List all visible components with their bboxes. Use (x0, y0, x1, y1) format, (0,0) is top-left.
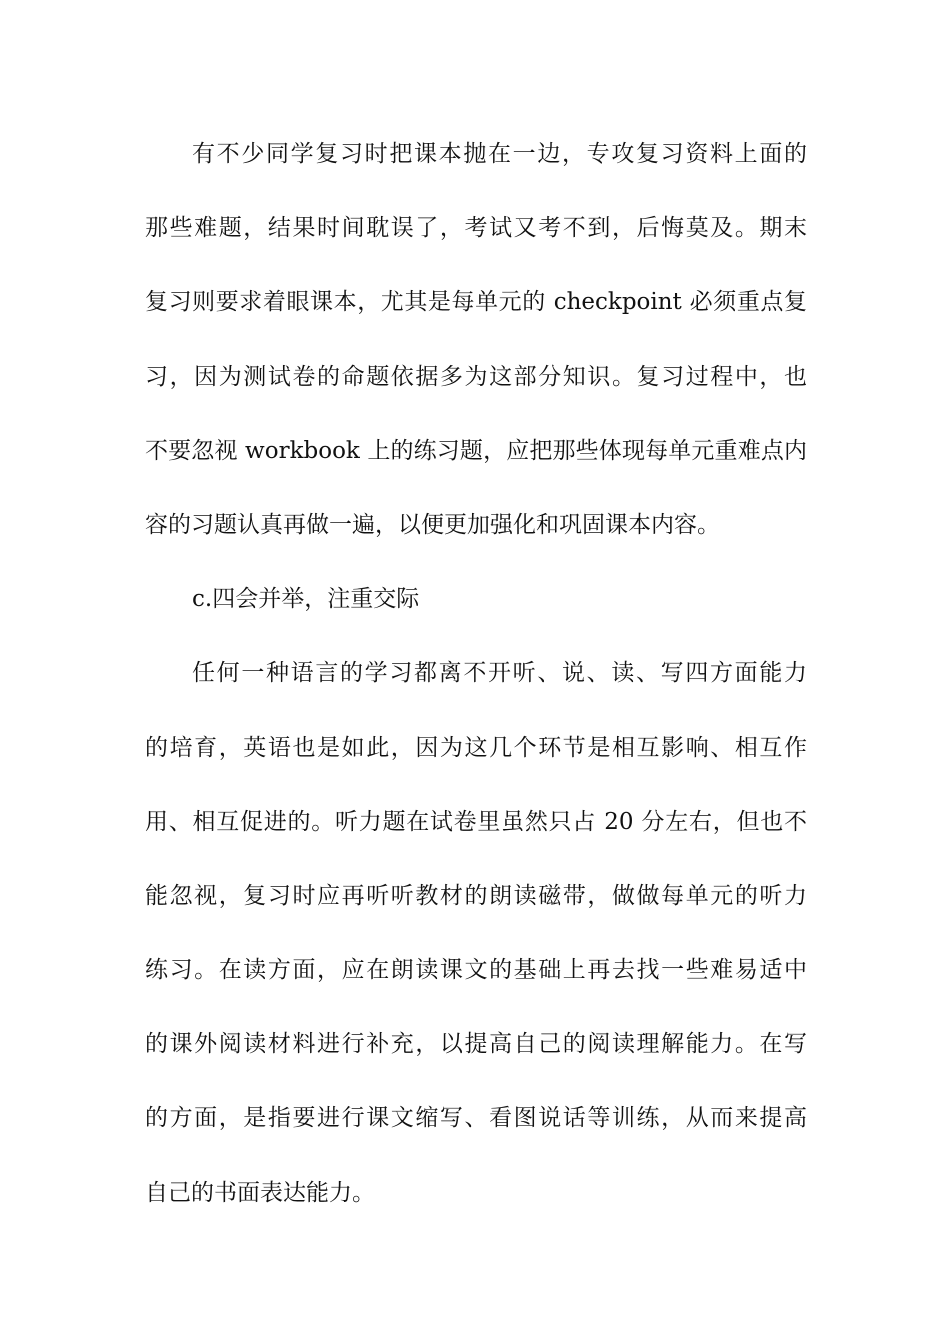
paragraph-line: 那些难题，结果时间耽误了，考试又考不到，后悔莫及。期末 (145, 215, 807, 242)
paragraph-line: 的培育，英语也是如此，因为这几个环节是相互影响、相互作 (145, 734, 807, 761)
paragraph-line: 用、相互促进的。听力题在试卷里虽然只占 20 分左右，但也不 (145, 808, 807, 835)
paragraph-line: 自己的书面表达能力。 (145, 1179, 375, 1206)
paragraph-line: 能忽视，复习时应再听听教材的朗读磁带，做做每单元的听力 (145, 882, 807, 909)
paragraph-line: 有不少同学复习时把课本抛在一边，专攻复习资料上面的 (192, 141, 807, 167)
paragraph-line: 的课外阅读材料进行补充，以提高自己的阅读理解能力。在写 (145, 1031, 807, 1058)
paragraph-line: 容的习题认真再做一遍，以便更加强化和巩固课本内容。 (145, 511, 720, 538)
paragraph-line: 任何一种语言的学习都离不开听、说、读、写四方面能力 (192, 660, 807, 687)
paragraph-line: 不要忽视 workbook 上的练习题，应把那些体现每单元重难点内 (145, 437, 807, 464)
document-body (145, 117, 807, 1230)
section-heading: c.四会并举，注重交际 (192, 586, 420, 613)
paragraph-line: 复习则要求着眼课本，尤其是每单元的 checkpoint 必须重点复 (145, 289, 807, 316)
section-heading-four-skills (145, 562, 807, 636)
paragraph-review-textbook (145, 117, 807, 562)
paragraph-four-skills (145, 636, 807, 1230)
paragraph-line: 练习。在读方面，应在朗读课文的基础上再去找一些难易适中 (145, 957, 807, 984)
paragraph-line: 的方面，是指要进行课文缩写、看图说话等训练，从而来提高 (145, 1105, 807, 1132)
paragraph-line: 习，因为测试卷的命题依据多为这部分知识。复习过程中，也 (145, 363, 807, 390)
